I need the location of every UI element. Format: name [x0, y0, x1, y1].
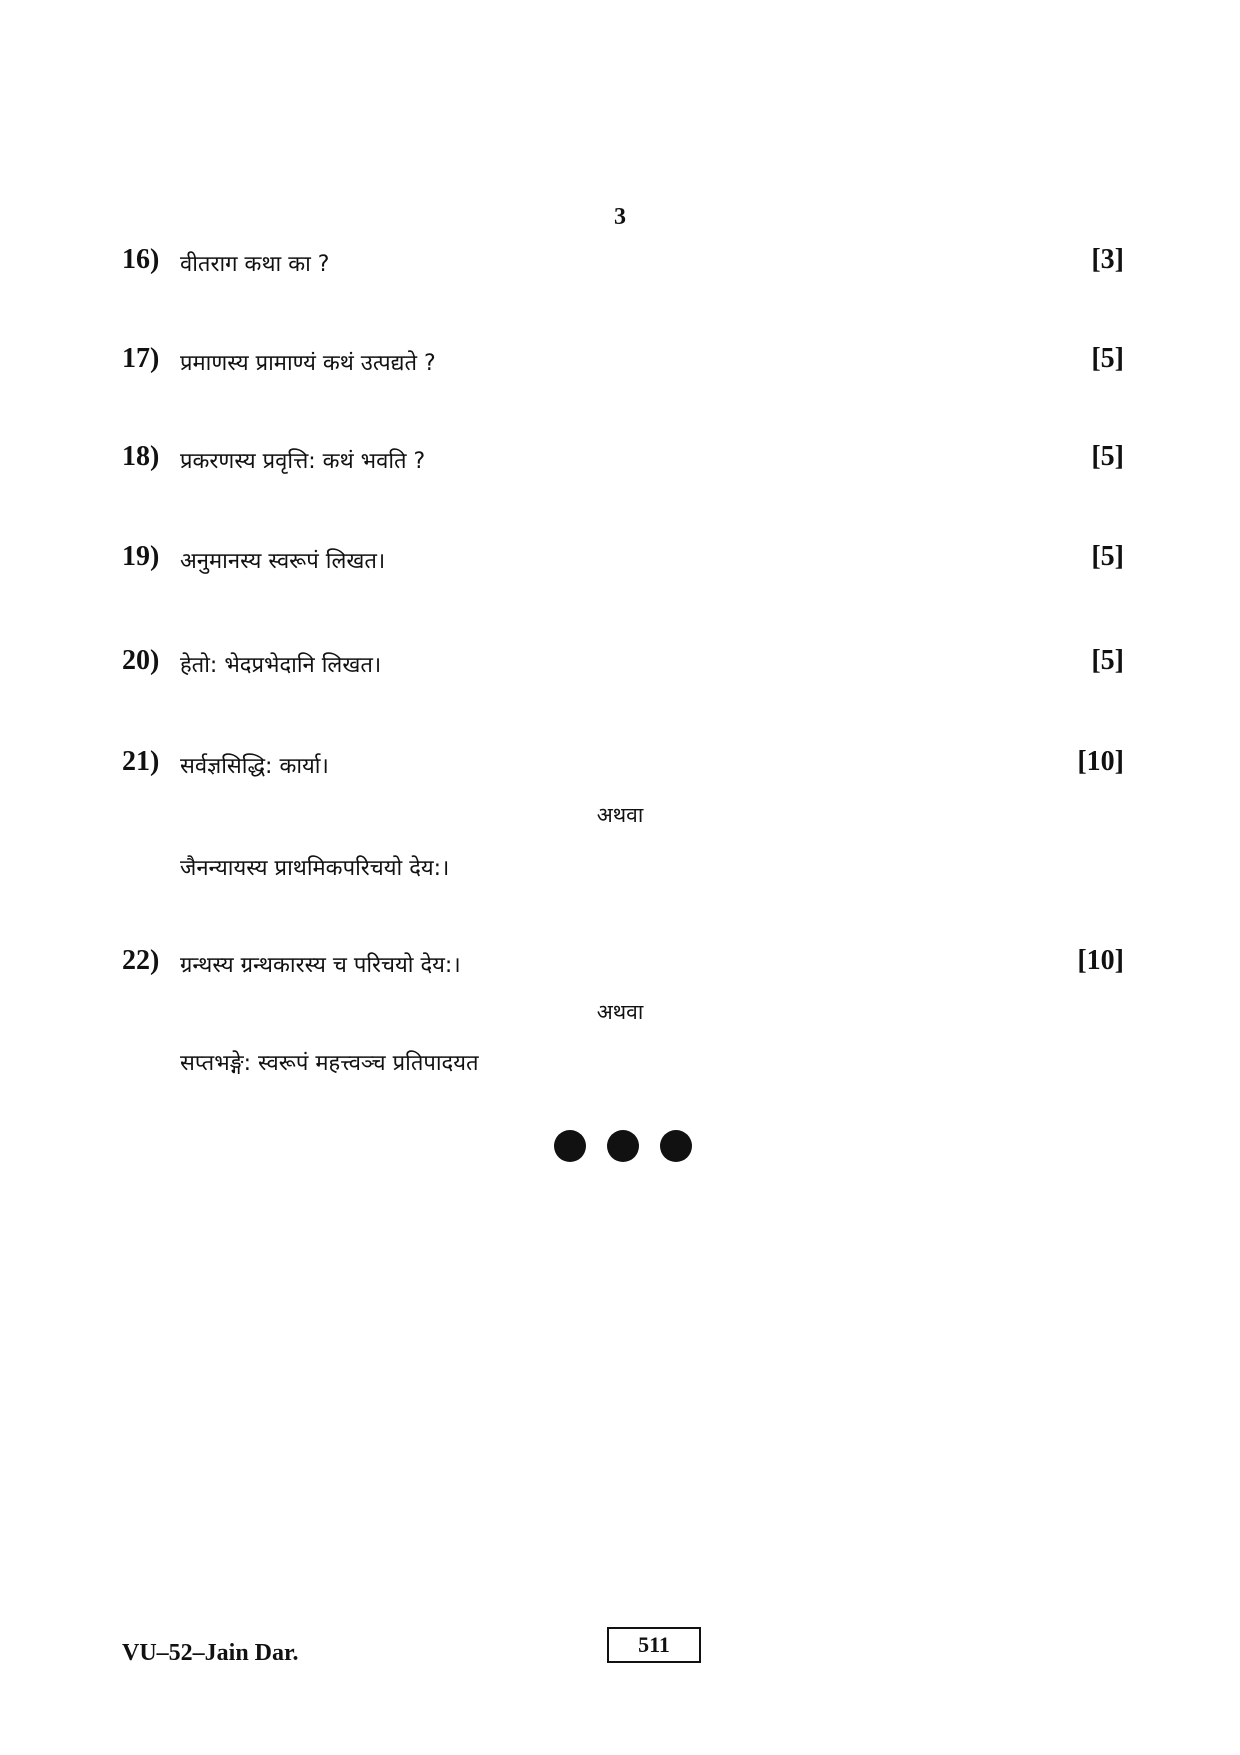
question-text: प्रमाणस्य प्रामाण्यं कथं उत्पद्यते ?: [180, 351, 436, 376]
question-marks: [5]: [1091, 343, 1124, 374]
question-17: [122, 343, 1124, 383]
question-16: [122, 244, 1124, 284]
dot-icon: [554, 1130, 586, 1162]
dot-icon: [660, 1130, 692, 1162]
question-text: अनुमानस्य स्वरूपं लिखत।: [180, 549, 386, 574]
dot-icon: [607, 1130, 639, 1162]
question-marks: [5]: [1091, 441, 1124, 472]
question-number: 19): [122, 541, 160, 572]
question-marks: [3]: [1091, 244, 1124, 275]
question-number: 16): [122, 244, 160, 275]
alternative-question-text: जैनन्यायस्य प्राथमिकपरिचयो देय:।: [180, 856, 450, 881]
or-label: अथवा: [596, 803, 644, 827]
question-number: 21): [122, 746, 160, 777]
question-text: सर्वज्ञसिद्धि: कार्या।: [180, 754, 329, 779]
end-of-paper-dots: [554, 1130, 694, 1162]
question-number: 17): [122, 343, 160, 374]
question-21: [122, 746, 1124, 786]
question-number: 18): [122, 441, 160, 472]
question-marks: [10]: [1077, 945, 1124, 976]
question-text: हेतो: भेदप्रभेदानि लिखत।: [180, 653, 382, 678]
question-number: 20): [122, 645, 160, 676]
question-22: [122, 945, 1124, 985]
question-20: [122, 645, 1124, 685]
question-marks: [5]: [1091, 541, 1124, 572]
question-18: [122, 441, 1124, 481]
question-marks: [10]: [1077, 746, 1124, 777]
question-text: ग्रन्थस्य ग्रन्थकारस्य च परिचयो देय:।: [180, 953, 461, 978]
page-code-box: 511: [607, 1627, 701, 1663]
paper-code: VU–52–Jain Dar.: [122, 1640, 299, 1666]
question-marks: [5]: [1091, 645, 1124, 676]
question-19: [122, 541, 1124, 581]
question-text: वीतराग कथा का ?: [180, 252, 330, 277]
page-number: 3: [614, 204, 626, 230]
or-label: अथवा: [596, 1000, 644, 1024]
question-number: 22): [122, 945, 160, 976]
question-text: प्रकरणस्य प्रवृत्ति: कथं भवति ?: [180, 449, 426, 474]
alternative-question-text: सप्तभङ्गे: स्वरूपं महत्त्वञ्च प्रतिपादयत: [180, 1051, 479, 1076]
